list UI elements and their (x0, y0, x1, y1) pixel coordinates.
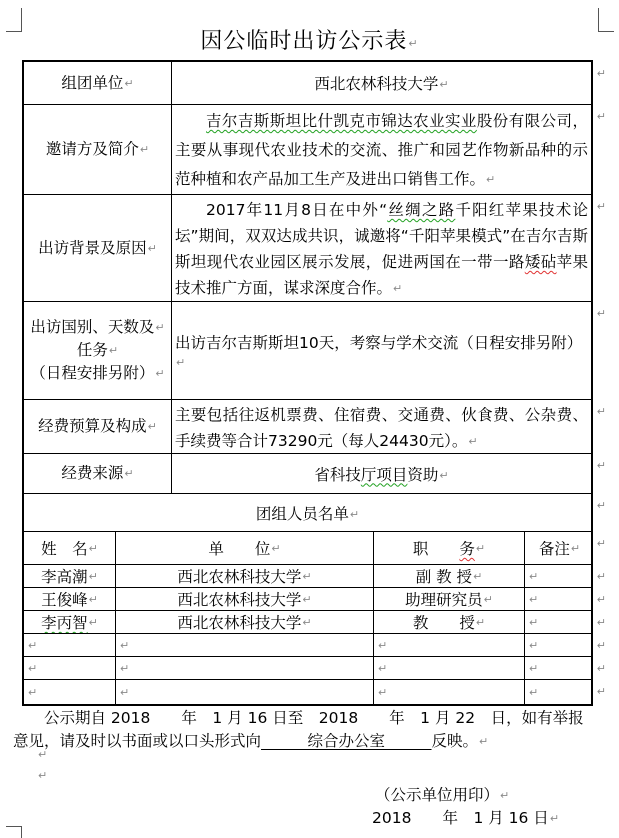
paragraph-mark-icon: ↵ (529, 569, 539, 583)
personnel-section-title: 团组人员名单↵ (255, 504, 360, 523)
value-background (172, 195, 591, 301)
paragraph-mark-icon: ↵ (271, 541, 281, 555)
value-group-unit: 西北农林科技大学↵ (314, 75, 449, 93)
paragraph-mark-icon: ↵ (570, 541, 581, 555)
paragraph-mark-icon: ↵ (378, 685, 388, 699)
person-title: 副 教 授 ↵ (374, 565, 525, 587)
row-end-mark-icon: ↵ (596, 537, 606, 550)
label-inviter: 邀请方及简介↵ (24, 105, 172, 194)
paragraph-mark-icon: ↵ (108, 344, 119, 357)
budget-paragraph: 主要包括往返机票费、住宿费、交通费、伙食费、公杂费、手续费等合计73290元（每人24430元）。↵ (175, 406, 588, 450)
paragraph-mark-icon: ↵ (28, 661, 38, 675)
empty-cell (374, 634, 525, 656)
personnel-empty-row (24, 634, 606, 657)
table-row-budget (24, 400, 606, 454)
value-destination: 出访吉尔吉斯斯坦10天，考察与学术交流（日程安排另附）↵ (175, 333, 583, 369)
label-budget: 经费预算及构成↵ (24, 400, 172, 453)
paragraph-mark-icon: ↵ (28, 638, 38, 652)
paragraph-mark-icon: ↵ (439, 468, 449, 482)
column-header-org: 单 位 ↵ (116, 532, 374, 564)
table-row-group-unit (24, 62, 606, 105)
person-title: 助理研究员 ↵ (374, 588, 525, 610)
margin-crop-mark-bottom-left (6, 826, 22, 838)
notice-table (22, 60, 606, 706)
paragraph-mark-icon: ↵ (439, 78, 449, 91)
paragraph-mark-icon: ↵ (28, 685, 38, 699)
paragraph-mark-icon: ↵ (88, 615, 98, 629)
empty-cell (24, 634, 116, 656)
row-end-mark-icon: ↵ (596, 570, 606, 583)
person-note (525, 588, 591, 610)
person-org: 西北农林科技大学 ↵ (116, 588, 374, 610)
table-row-personnel-section (24, 494, 606, 532)
page-title (0, 24, 619, 55)
empty-cell (525, 634, 591, 656)
row-end-mark-icon: ↵ (596, 405, 606, 418)
paragraph-mark-icon: ↵ (120, 661, 130, 675)
paragraph-mark-icon: ↵ (483, 592, 493, 606)
column-header-title: 职 务 ↵ (374, 532, 525, 564)
spellcheck-flagged-text: 厅项目 (360, 465, 408, 484)
page-title-text: 因公临时出访公示表 (200, 29, 408, 54)
paragraph-mark-icon: ↵ (38, 748, 48, 761)
person-note (525, 611, 591, 633)
label-group-unit: 组团单位↵ (24, 62, 172, 104)
paragraph-mark-icon: ↵ (486, 173, 496, 186)
empty-cell (525, 680, 591, 704)
paragraph-mark-icon: ↵ (500, 789, 510, 802)
spellcheck-flagged-text: 吉尔吉斯斯坦比什凯克市锦达农业实业 (206, 112, 477, 130)
empty-cell (374, 657, 525, 679)
paragraph-mark-icon: ↵ (88, 541, 98, 555)
value-budget (172, 400, 591, 453)
empty-cell (24, 680, 116, 704)
personnel-row (24, 588, 606, 611)
paragraph-mark-icon: ↵ (124, 467, 134, 480)
person-name: 王俊峰 ↵ (24, 588, 116, 610)
row-end-mark-icon: ↵ (596, 459, 606, 472)
personnel-row (24, 611, 606, 634)
table-row-destination (24, 302, 606, 400)
personnel-header-row (24, 532, 606, 565)
row-end-mark-icon: ↵ (596, 639, 606, 652)
empty-cell (525, 657, 591, 679)
paragraph-mark-icon: ↵ (529, 685, 539, 699)
paragraph-mark-icon: ↵ (378, 661, 388, 675)
empty-cell (116, 634, 374, 656)
paragraph-mark-icon: ↵ (529, 638, 539, 652)
person-name: 李高潮 ↵ (24, 565, 116, 587)
paragraph-mark-icon: ↵ (120, 685, 130, 699)
personnel-empty-row (24, 680, 606, 704)
row-end-mark-icon: ↵ (596, 685, 606, 698)
row-end-mark-icon: ↵ (596, 593, 606, 606)
spellcheck-flagged-text: 矮砧 (524, 253, 557, 271)
paragraph-mark-icon: ↵ (88, 569, 98, 583)
row-end-mark-icon: ↵ (596, 499, 606, 512)
paragraph-mark-icon: ↵ (147, 420, 157, 433)
paragraph-mark-icon: ↵ (393, 282, 403, 295)
paragraph-mark-icon: ↵ (302, 592, 312, 606)
table-row-background (24, 195, 606, 302)
paragraph-mark-icon: ↵ (155, 367, 165, 380)
paragraph-mark-icon: ↵ (529, 592, 539, 606)
paragraph-mark-icon: ↵ (139, 143, 150, 156)
table-row-inviter (24, 105, 606, 195)
publicity-period-line2: 意见，请及时以书面或以口头形式向 综合办公室 反映。↵ (13, 732, 489, 750)
empty-cell (374, 680, 525, 704)
row-end-mark-icon: ↵ (596, 67, 606, 80)
paragraph-mark-icon: ↵ (349, 507, 360, 521)
paragraph-mark-icon: ↵ (529, 661, 539, 675)
paragraph-mark-icon: ↵ (473, 569, 483, 583)
row-end-mark-icon: ↵ (596, 200, 606, 213)
publicity-period-paragraph (13, 707, 599, 753)
spellcheck-flagged-text: 丝绸之路 (387, 201, 456, 219)
column-header-name: 姓 名 ↵ (24, 532, 116, 564)
paragraph-mark-icon: ↵ (408, 37, 419, 50)
personnel-empty-row (24, 657, 606, 680)
paragraph-mark-icon: ↵ (475, 615, 486, 629)
paragraph-mark-icon: ↵ (529, 615, 539, 629)
row-end-mark-icon: ↵ (596, 662, 606, 675)
paragraph-mark-icon: ↵ (120, 638, 130, 652)
value-inviter (172, 105, 591, 194)
column-header-note: 备注 ↵ (538, 540, 581, 558)
paragraph-mark-icon: ↵ (147, 241, 157, 255)
value-funding-source: 省科技厅项目资助↵ (314, 465, 449, 484)
paragraph-mark-icon: ↵ (88, 592, 98, 606)
row-end-mark-icon: ↵ (596, 110, 606, 123)
paragraph-mark-icon: ↵ (479, 735, 489, 748)
paragraph-mark-icon: ↵ (378, 638, 388, 652)
person-org: 西北农林科技大学 ↵ (116, 565, 374, 587)
spellcheck-flagged-text: 李丙智 (41, 614, 88, 632)
row-end-mark-icon: ↵ (596, 616, 606, 629)
paragraph-mark-icon: ↵ (468, 435, 478, 448)
paragraph-mark-icon: ↵ (38, 769, 48, 782)
paragraph-mark-icon: ↵ (155, 321, 165, 334)
background-paragraph: 2017年11月8日在中外“丝绸之路千阳红苹果技术论坛”期间，双双达成共识，诚邀将“千阳苹果模式”在吉尔吉斯斯坦现代农业园区展示发展，促进两国在一带一路矮砧苹果技术推广方面，谋求深度合作。↵ (175, 201, 588, 297)
label-destination: 出访国别、天数及↵ 任务↵ （日程安排另附）↵ (24, 302, 172, 399)
fill-in-blank-office: 综合办公室 (261, 732, 432, 750)
row-end-mark-icon: ↵ (596, 307, 606, 320)
paragraph-mark-icon: ↵ (124, 76, 134, 90)
empty-cell (116, 657, 374, 679)
personnel-row (24, 565, 606, 588)
date-line: 2018 年 1 月 16 日↵ (372, 809, 560, 827)
seal-line: （公示单位用印）↵ (375, 786, 510, 804)
paragraph-mark-icon: ↵ (475, 541, 486, 555)
paragraph-mark-icon: ↵ (549, 812, 560, 825)
spellcheck-flagged-text: 务 (459, 540, 475, 558)
empty-cell (24, 657, 116, 679)
person-name (24, 611, 116, 633)
inviter-paragraph: 吉尔吉斯斯坦比什凯克市锦达农业实业股份有限公司，主要从事现代农业技术的交流、推广和园艺作物新品种的示范种植和农产品加工生产及进出口销售工作。↵ (175, 112, 588, 188)
label-background: 出访背景及原因↵ (24, 195, 172, 301)
publicity-period-line1: 公示期自 2018 年 1 月 16 日至 2018 年 1 月 22 日，如有举报 (44, 709, 584, 727)
paragraph-mark-icon: ↵ (302, 615, 312, 629)
paragraph-mark-icon: ↵ (302, 569, 312, 583)
person-note (525, 565, 591, 587)
paragraph-mark-icon: ↵ (176, 355, 186, 369)
label-funding-source: 经费来源↵ (24, 454, 172, 493)
table-row-funding-source (24, 454, 606, 494)
person-title: 教 授 ↵ (374, 611, 525, 633)
person-org: 西北农林科技大学 ↵ (116, 611, 374, 633)
empty-cell (116, 680, 374, 704)
